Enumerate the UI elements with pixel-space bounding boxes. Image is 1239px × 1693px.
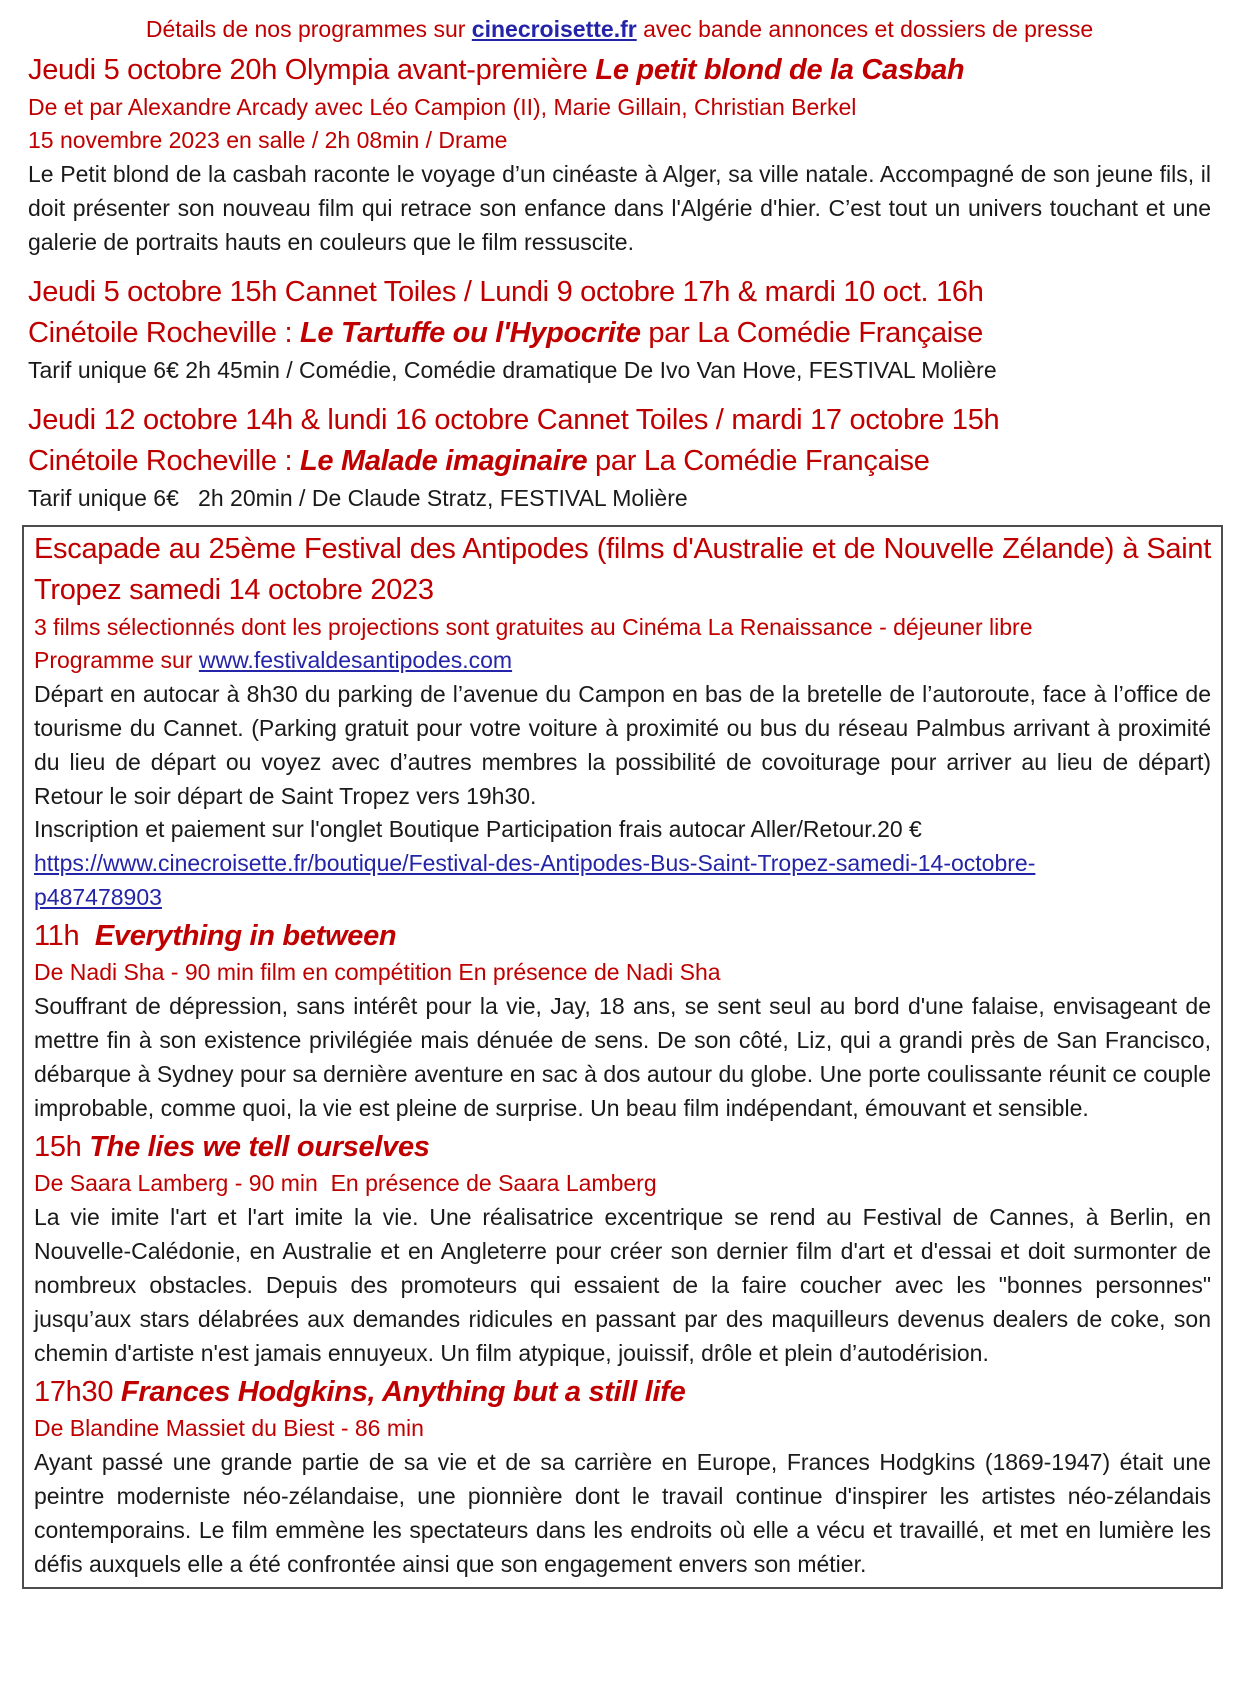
event-tartuffe-venue-line — [28, 313, 1211, 354]
event-tartuffe-schedule: Jeudi 5 octobre 15h Cannet Toiles / Lundi 9 octobre 17h & mardi 10 oct. 16h — [28, 276, 984, 308]
film2-synopsis: La vie imite l'art et l'art imite la vie. Une réalisatrice excentrique se rend au Festival de Cannes, à Berlin, en Nouvelle-Calédonie, en Australie et en Angleterre pour créer son dernier film d'art et d'essai et doit surmonter de nombreux obstacles. Depuis des promoteurs qui essaient de la faire coucher avec les "bonnes personnes" jusqu’aux stars délabrées aux demandes ridicules en passant par des maquilleurs devenus dealers de coke, son chemin d'artiste n'est jamais ennuyeux. Un film atypique, jouissif, drôle et plein d’autodérision. — [34, 1204, 1211, 1366]
event-petit-blond-release: 15 novembre 2023 en salle / 2h 08min / Drame — [28, 127, 508, 153]
festival-heading: Escapade au 25ème Festival des Antipodes (films d'Australie et de Nouvelle Zélande) à Saint Tropez samedi 14 octobre 2023 — [34, 533, 1211, 606]
intro-text-post: avec bande annonces et dossiers de presse — [636, 16, 1094, 42]
festival-antipodes-box — [22, 525, 1223, 1589]
film3-synopsis: Ayant passé une grande partie de sa vie et de sa carrière en Europe, Frances Hodgkins (1869-1947) était une peintre moderniste néo-zélandaise, une pionnière dont le travail continue d'inspirer les artistes néo-zélandais contemporains. Le film emmène les spectateurs dans les endroits où elle a vécu et travaillé, et met en lumière les défis auxquels elle a été confrontée ainsi que son engagement envers son métier. — [34, 1449, 1211, 1577]
event-tartuffe-venue-post: par La Comédie Française — [640, 317, 983, 349]
film1-time: 11h — [34, 920, 80, 952]
festival-booking-url-line2 — [34, 880, 1211, 914]
booking-link-part2[interactable]: p487478903 — [34, 884, 162, 910]
festival-programme-link[interactable]: www.festivaldesantipodes.com — [198, 647, 513, 673]
event-petit-blond-credits: De et par Alexandre Arcady avec Léo Campion (II), Marie Gillain, Christian Berkel — [28, 94, 857, 120]
event-tartuffe — [28, 272, 1211, 387]
event-malade-schedule: Jeudi 12 octobre 14h & lundi 16 octobre Cannet Toiles / mardi 17 octobre 15h — [28, 404, 1000, 436]
film2-heading — [34, 1127, 1211, 1167]
intro-text-pre: Détails de nos programmes sur — [145, 16, 472, 42]
film1-gap — [79, 920, 95, 952]
film1-synopsis: Souffrant de dépression, sans intérêt pour la vie, Jay, 18 ans, se sent seul au bord d'une falaise, envisageant de mettre fin à son existence privilégiée mais dénuée de sens. De son côté, Liz, qui a grandi près de San Francisco, débarque à Sydney pour sa dernière aventure en sac à dos autour du globe. Une porte coulissante réunit ce couple improbable, comme quoi, la vie est pleine de surprise. Un beau film indépendant, émouvant et sensible. — [34, 993, 1211, 1121]
booking-link-part1[interactable]: https://www.cinecroisette.fr/boutique/Festival-des-Antipodes-Bus-Saint-Tropez-samedi-14-octobre- — [34, 850, 1036, 876]
event-malade-details: Tarif unique 6€ 2h 20min / De Claude Stratz, FESTIVAL Molière — [28, 485, 688, 511]
film1-title: Everything in between — [94, 920, 397, 952]
film2-time: 15h — [34, 1131, 82, 1163]
film1-heading — [34, 916, 1211, 956]
film3-gap — [113, 1376, 121, 1408]
event-malade-imaginaire — [28, 400, 1211, 515]
film3-time: 17h30 — [34, 1376, 114, 1408]
festival-programme-pre: Programme sur — [34, 647, 199, 673]
festival-booking-url-line1 — [34, 846, 1211, 880]
event-petit-blond-heading — [28, 50, 1211, 91]
event-malade-title: Le Malade imaginaire — [299, 445, 588, 477]
event-malade-venue-pre: Cinétoile Rocheville : — [28, 445, 300, 477]
cinecroisette-link[interactable]: cinecroisette.fr — [471, 16, 637, 42]
film3-heading — [34, 1372, 1211, 1412]
event-tartuffe-title: Le Tartuffe ou l'Hypocrite — [299, 317, 641, 349]
film1-credits: De Nadi Sha - 90 min film en compétition En présence de Nadi Sha — [34, 959, 721, 985]
event-malade-venue-post: par La Comédie Française — [587, 445, 930, 477]
film2-title: The lies we tell ourselves — [89, 1131, 430, 1163]
festival-programme-line — [34, 644, 1211, 677]
event-tartuffe-details: Tarif unique 6€ 2h 45min / Comédie, Comédie dramatique De Ivo Van Hove, FESTIVAL Molière — [28, 357, 997, 383]
film3-credits: De Blandine Massiet du Biest - 86 min — [34, 1415, 424, 1441]
film2-credits: De Saara Lamberg - 90 min En présence de Saara Lamberg — [34, 1170, 657, 1196]
event-malade-venue-line — [28, 441, 1211, 482]
festival-transport-paragraph: Départ en autocar à 8h30 du parking de l’avenue du Campon en bas de la bretelle de l’autoroute, face à l’office de tourisme du Cannet. (Parking gratuit pour votre voiture à proximité ou bus du réseau Palmbus arrivant à proximité du lieu de départ ou voyez avec d’autres membres la possibilité de covoiturage pour arriver au lieu de départ) Retour le soir départ de Saint Tropez vers 19h30. — [34, 681, 1211, 809]
event-petit-blond-schedule: Jeudi 5 octobre 20h Olympia avant-première — [28, 54, 596, 86]
film3-title: Frances Hodgkins, Anything but a still life — [120, 1376, 686, 1408]
festival-films-info: 3 films sélectionnés dont les projections sont gratuites au Cinéma La Renaissance - déjeuner libre — [34, 614, 1033, 640]
event-petit-blond-title: Le petit blond de la Casbah — [595, 54, 965, 86]
intro-line — [28, 12, 1211, 46]
event-petit-blond-synopsis: Le Petit blond de la casbah raconte le voyage d’un cinéaste à Alger, sa ville natale. Accompagné de son jeune fils, il doit présenter son nouveau film qui retrace son enfance dans l'Algérie d'hier. C’est tout un univers touchant et une galerie de portraits hauts en couleurs que le film ressuscite. — [28, 161, 1211, 255]
film-block-frances-hodgkins — [34, 1372, 1211, 1581]
event-petit-blond — [28, 50, 1211, 259]
film-block-everything-in-between — [34, 916, 1211, 1125]
festival-payment-line: Inscription et paiement sur l'onglet Boutique Participation frais autocar Aller/Retour.20 € — [34, 816, 922, 842]
event-tartuffe-venue-pre: Cinétoile Rocheville : — [28, 317, 300, 349]
film-block-lies-we-tell-ourselves — [34, 1127, 1211, 1370]
